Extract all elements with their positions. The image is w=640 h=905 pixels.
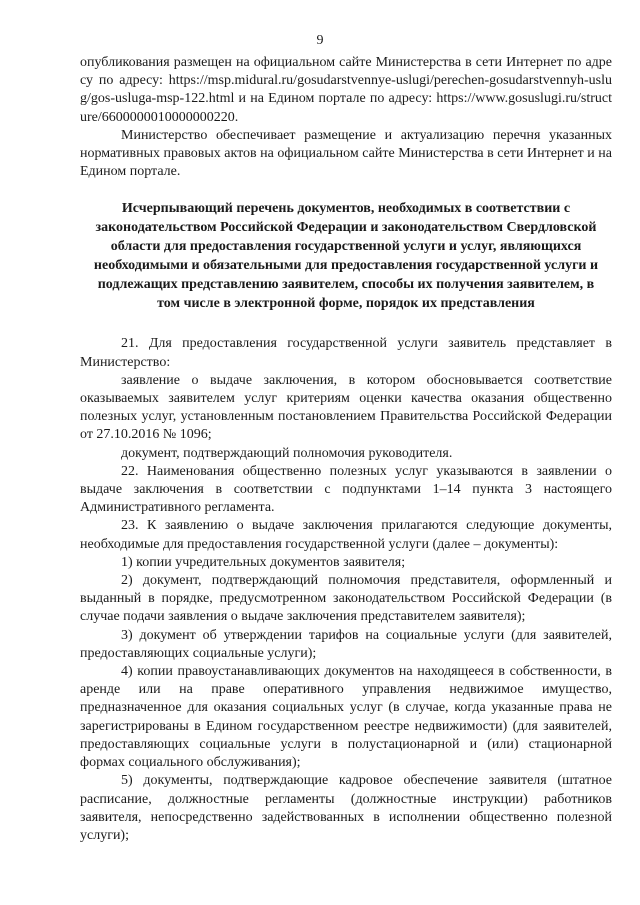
paragraph-ministry-placement: Министерство обеспечивает размещение и актуализацию перечня указанных нормативных правовых актов на официальном сайте Министерства в сети Интернет и на Едином портале. [80,127,612,180]
page-number: 9 [316,33,324,48]
list-item-5: 5) документы, подтверждающие кадровое обеспечение заявителя (штатное расписание, должностные регламенты (должностные инструкции) работников заявителя, непосредственно задействованных в исполнении общественно полезной услуги); [80,773,612,843]
list-item-1: 1) копии учредительных документов заявителя; [121,554,406,570]
list-item-3: 3) документ об утверждении тарифов на социальные услуги (для заявителей, предоставляющих социальные услуги); [80,627,612,661]
section-heading: Исчерпывающий перечень документов, необходимых в соответствии с законодательством Российской Федерации и законодательством Свердловской области для предоставления государственной услуги и услуг, являющихся необходимыми и обязательными для предоставления государственной услуги и подлежащих представлению заявителем, способы их получения заявителем, в том числе в электронной форме, порядок их представления [93,201,599,312]
paragraph-22: 22. Наименования общественно полезных услуг указываются в заявлении о выдаче заключения в соответствии с подпунктами 1–14 пункта 3 настоящего Административного регламента. [80,463,612,516]
list-item-4: 4) копии правоустанавливающих документов на находящееся в собственности, в аренде или на праве оперативного управления недвижимое имущество, предназначенное для оказания социальных услуг (в случае, когда указанные права не зарегистрированы в Едином государственном реестре недвижимости) (для заявителей, предоставляющих социальные услуги в полустационарной и (или) стационарной формах социального обслуживания); [80,664,612,771]
paragraph-authority-document: документ, подтверждающий полномочия руководителя. [121,445,453,461]
paragraph-21: 21. Для предоставления государственной услуги заявитель представляет в Министерство: [80,336,612,370]
list-item-2: 2) документ, подтверждающий полномочия представителя, оформленный и выданный в порядке, предусмотренном законодательством Российской Федерации (в случае подачи заявления о выдаче заключения представителем заявителя); [80,573,612,625]
page-content [80,54,612,845]
paragraph-application: заявление о выдаче заключения, в котором обосновывается соответствие оказываемых заявителем услуг критериям оценки качества оказания общественно полезных услуг, установленным постановлением Правительства Российской Федерации от 27.10.2016 № 1096; [80,372,612,443]
paragraph-publication-links: опубликования размещен на официальном сайте Министерства в сети Интернет по адресу по адресу: https://msp.midural.ru/gosudarstvennye-uslugi/perechen-gosudarstvennyh-uslug/gos-usluga-msp-122.html и на Едином портале по адресу: https://www.gosuslugi.ru/structure/6600000010000000220. [80,55,612,125]
paragraph-23: 23. К заявлению о выдаче заключения прилагаются следующие документы, необходимые для предоставления государственной услуги (далее – документы): [80,518,612,552]
